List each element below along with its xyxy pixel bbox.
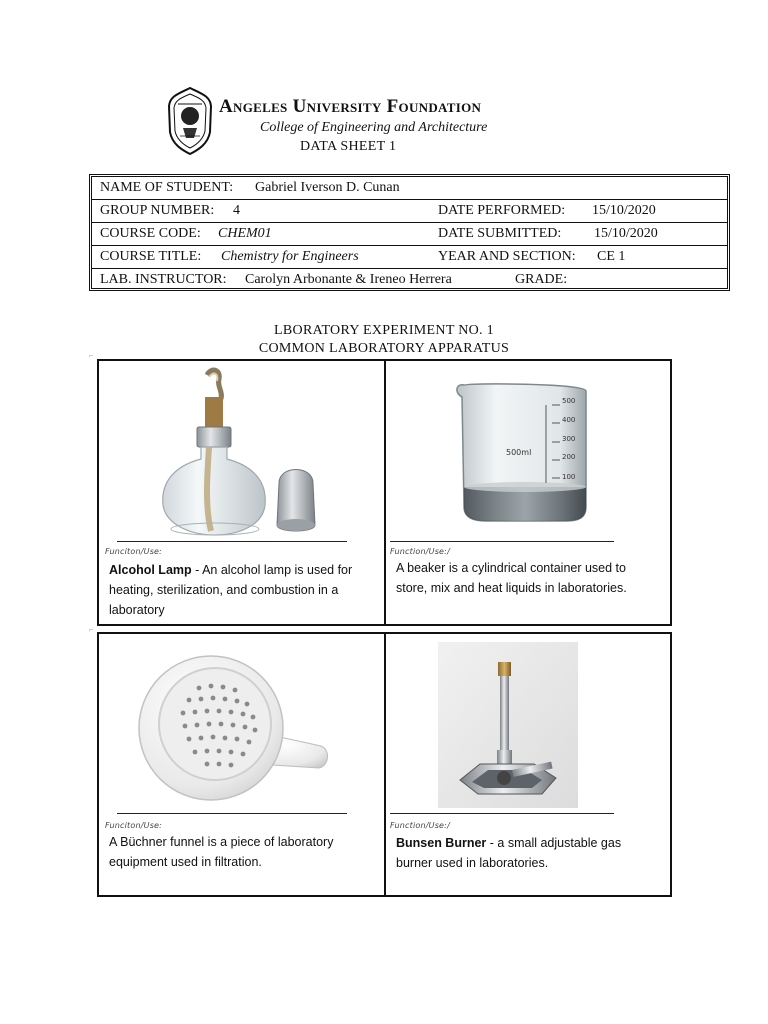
- instructor-row: [92, 269, 727, 291]
- university-seal-icon: [166, 86, 214, 156]
- student-value: Gabriel Iverson D. Cunan: [255, 180, 400, 195]
- beaker-mark-400: 400: [562, 416, 576, 424]
- apparatus-description: Alcohol Lamp - An alcohol lamp is used for heating, sterilization, and combustion in a laboratory: [109, 563, 353, 617]
- date-submitted-value: 15/10/2020: [594, 226, 658, 241]
- beaker-mark-200: 200: [562, 453, 576, 461]
- apparatus-card-alcohol-lamp: [99, 361, 384, 624]
- group-row: [92, 200, 727, 223]
- experiment-title: LBORATORY EXPERIMENT NO. 1: [274, 323, 494, 338]
- function-label: Funciton/Use:: [105, 547, 163, 556]
- apparatus-description: Bunsen Burner - a small adjustable gas burner used in laboratories.: [396, 836, 622, 870]
- experiment-subtitle: COMMON LABORATORY APPARATUS: [258, 341, 510, 356]
- table-anchor-mark: ⌐: [89, 626, 93, 634]
- function-underline: [117, 541, 347, 542]
- apparatus-card-bunsen-burner: [386, 634, 670, 895]
- beaker-capacity-mark: 500ml: [506, 448, 532, 457]
- beaker-mark-100: 100: [562, 473, 576, 481]
- function-label: Function/Use:/: [390, 547, 450, 556]
- group-value: 4: [233, 203, 240, 218]
- course-code-value: CHEM01: [218, 226, 272, 241]
- function-underline: [390, 813, 614, 814]
- function-label: Function/Use:/: [390, 821, 450, 830]
- sheet-title: DATA SHEET 1: [300, 139, 397, 154]
- beaker-mark-300: 300: [562, 435, 576, 443]
- apparatus-description: A Büchner funnel is a piece of laboratory equipment used in filtration.: [109, 835, 334, 869]
- instructor-value: Carolyn Arbonante & Ireneo Herrera: [245, 272, 452, 287]
- year-section-label: YEAR AND SECTION:: [438, 249, 576, 264]
- university-name: Angeles University Foundation: [219, 96, 482, 117]
- student-label: NAME OF STUDENT:: [100, 180, 234, 195]
- function-label: Funciton/Use:: [105, 821, 163, 830]
- function-underline: [117, 813, 347, 814]
- course-code-row: [92, 223, 727, 246]
- course-title-value: Chemistry for Engineers: [221, 249, 359, 264]
- year-section-value: CE 1: [597, 249, 626, 264]
- instructor-label: LAB. INSTRUCTOR:: [100, 272, 227, 287]
- college-name: College of Engineering and Architecture: [260, 120, 488, 135]
- apparatus-name: Alcohol Lamp: [109, 563, 192, 577]
- course-title-row: [92, 246, 727, 269]
- function-underline: [390, 541, 614, 542]
- apparatus-description: A beaker is a cylindrical container used to store, mix and heat liquids in laboratories.: [396, 561, 627, 595]
- apparatus-name: Bunsen Burner: [396, 836, 487, 850]
- grade-label: GRADE:: [515, 272, 568, 287]
- group-label: GROUP NUMBER:: [100, 203, 215, 218]
- date-performed-value: 15/10/2020: [592, 203, 656, 218]
- beaker-mark-500: 500: [562, 397, 576, 405]
- apparatus-card-buchner-funnel: [99, 634, 384, 895]
- bunsen-burner-icon: [438, 642, 578, 808]
- buchner-funnel-icon: [135, 646, 335, 806]
- date-performed-label: DATE PERFORMED:: [438, 203, 566, 218]
- apparatus-card-beaker: [386, 361, 670, 624]
- apparatus-row-1: [97, 359, 672, 626]
- student-row: [92, 177, 727, 200]
- table-anchor-mark: ⌐: [89, 352, 93, 360]
- date-submitted-label: DATE SUBMITTED:: [438, 226, 562, 241]
- beaker-icon: [446, 375, 596, 525]
- course-code-label: COURSE CODE:: [100, 226, 201, 241]
- course-title-label: COURSE TITLE:: [100, 249, 202, 264]
- alcohol-lamp-icon: [149, 367, 329, 539]
- apparatus-row-2: [97, 632, 672, 897]
- student-info-table: [89, 174, 730, 291]
